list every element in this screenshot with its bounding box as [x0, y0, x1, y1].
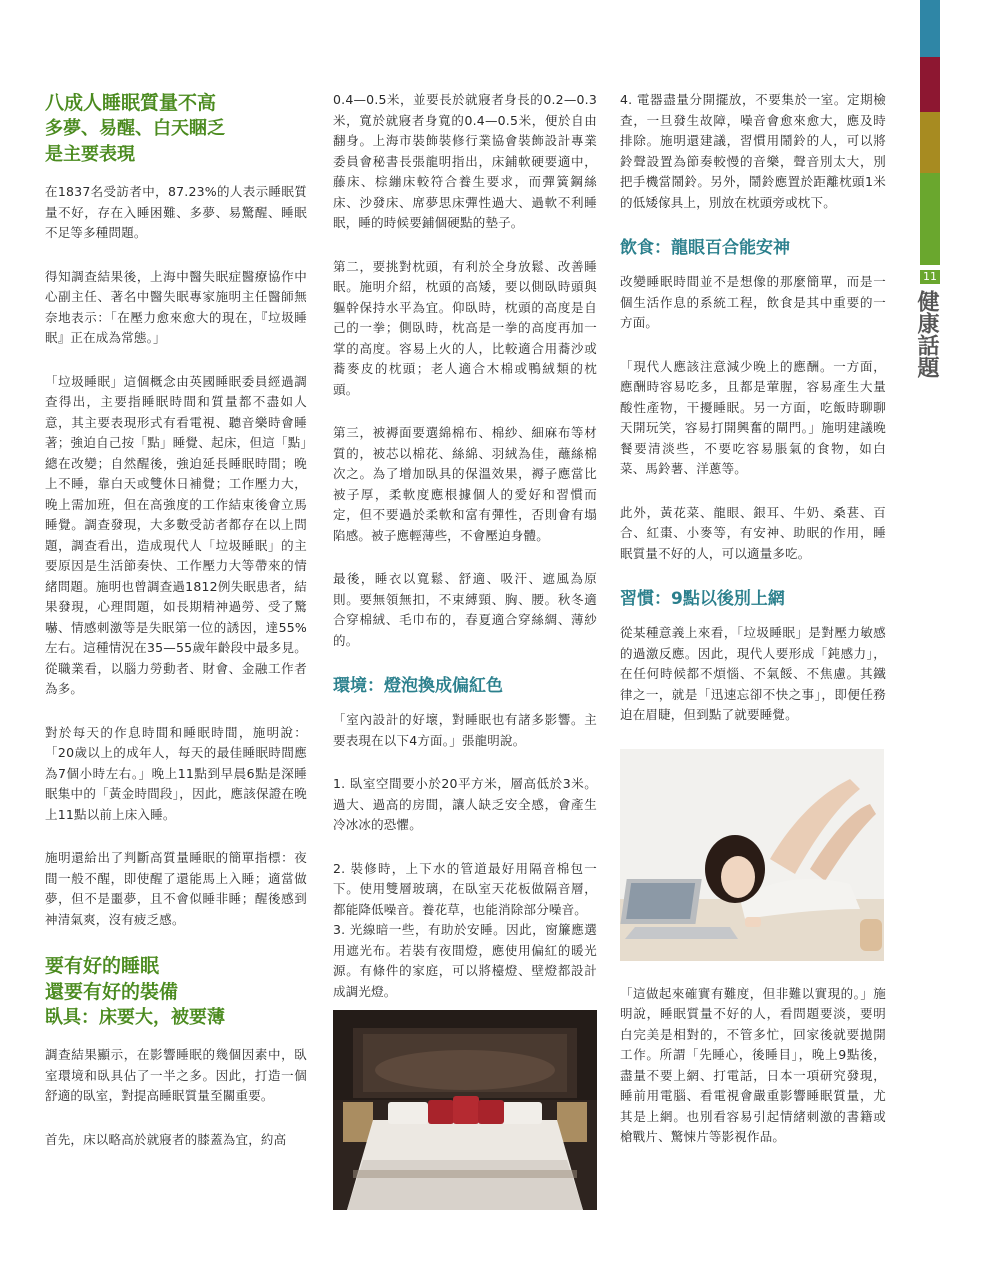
side-tab-gold	[920, 112, 940, 173]
bedroom-photo	[333, 1010, 597, 1210]
side-tab-red	[920, 57, 940, 112]
subheading-bedding: 臥具：床要大，被要薄	[45, 1007, 225, 1028]
heading-good-equipment-1: 要有好的睡眠	[45, 955, 160, 977]
heading-environment: 環境：燈泡換成偏紅色	[333, 676, 503, 696]
paragraph: 對於每天的作息時間和睡眠時間，施明說：「20歲以上的成年人，每天的最佳睡眠時間應為7個小時左右。」晚上11點到早晨6點是深睡眠集中的「黃金時間段」，因此，應該保證在晚上11點以前上床入睡。	[45, 724, 307, 822]
woman-laptop-photo	[620, 749, 884, 961]
heading-habits: 習慣：9點以後別上網	[620, 589, 785, 609]
paragraph: 「垃圾睡眠」這個概念由英國睡眠委員經過調查得出，主要指睡眠時間和質量都不盡如人意，其主要表現形式有看電視、聽音樂時會睡著；強迫自己按「點」睡覺、起床，但這「點」總在改變；自然醒後，強迫延長睡眠時間；晚上不睡，靠白天或雙休日補覺；工作壓力大，晚上需加班，但在高強度的工作結束後會立馬睡覺。調查發現，大多數受訪者都存在以上問題，調查看出，造成現代人「垃圾睡眠」的主要原因是生活節奏快、工作壓力大等帶來的情緒問題。施明也曾調查過1812例失眠患者，結果發現，心理問題，如長期精神過勞、受了驚嚇、情感刺激等是失眠第一位的誘因，達55%左右。這種情況在35—55歲年齡段中最多見。從職業看，以腦力勞動者、財會、金融工作者為多。	[45, 373, 307, 696]
paragraph: 2. 裝修時，上下水的管道最好用隔音棉包一下。使用雙層玻璃，在臥室天花板做隔音層，都能降低噪音。養花草，也能消除部分噪音。 3. 光線暗一些，有助於安睡。因此，窗簾應選用遮光布。若裝有夜間燈，應使用偏紅的暖光源。有條件的家庭，可以將檯燈、壁燈都設計成調光燈。	[333, 860, 597, 999]
paragraph: 0.4—0.5米，並要長於就寢者身長的0.2—0.3米，寬於就寢者身寬的0.4—0.5米，便於自由翻身。上海市裝飾裝修行業協會裝飾設計專業委員會秘書長張龍明指出，床鋪軟硬要適中，藤床、棕繃床較符合養生要求，而彈簧鋼絲床、沙發床、席夢思床彈性過大、過軟不利睡眠，睡的時候要鋪個硬點的墊子。	[333, 92, 597, 230]
heading-good-equipment-2: 還要有好的裝備	[45, 981, 179, 1003]
paragraph: 在1837名受訪者中，87.23%的人表示睡眠質量不好，存在入睡困難、多夢、易驚醒、睡眠不足等多種問題。	[45, 184, 307, 240]
paragraph: 「室內設計的好壞，對睡眠也有諸多影響。主要表現在以下4方面。」張龍明說。	[333, 712, 597, 748]
bed-illustration	[333, 1010, 597, 1210]
paragraph: 最後，睡衣以寬鬆、舒適、吸汗、遮風為原則。要無領無扣，不束縛頸、胸、腰。秋冬適合穿棉絨、毛巾布的，春夏適合穿絲綢、薄紗的。	[333, 571, 597, 648]
column-1	[45, 90, 307, 1173]
paragraph: 首先，床以略高於就寢者的膝蓋為宜，約高	[45, 1131, 287, 1147]
paragraph: 第三，被褥面要選綿棉布、棉紗、細麻布等材質的，被芯以棉花、絲綿、羽絨為佳，蘸絲棉次之。為了增加臥具的保溫效果，褥子應當比被子厚，柔軟度應根據個人的愛好和習慣而定，但不要過於柔軟和富有彈性，否則會有塌陷感。被子應輕薄些，不會壓迫身體。	[333, 425, 597, 543]
paragraph: 從某種意義上來看，「垃圾睡眠」是對壓力敏感的過激反應。因此，現代人要形成「鈍感力」，在任何時候都不煩惱、不氣餒、不焦慮。其鐵律之一，就是「迅速忘卻不快之事」，即便任務迫在眉睫，但到點了就要睡覺。	[620, 625, 886, 722]
paragraph: 此外，黃花菜、龍眼、銀耳、牛奶、桑葚、百合、紅棗、小麥等，有安神、助眠的作用，睡眠質量不好的人，可以適量多吃。	[620, 504, 886, 561]
paragraph: 1. 臥室空間要小於20平方米，層高低於3米。過大、過高的房間，讓人缺乏安全感，會產生冷冰冰的恐懼。	[333, 776, 597, 832]
paragraph: 「現代人應該注意減少晚上的應酬。一方面，應酬時容易吃多，且都是葷腥，容易產生大量酸性產物，干擾睡眠。另一方面，吃飯時聊聊天開玩笑，容易打開興奮的閘門。」施明建議晚餐要清淡些，不要吃容易脹氣的食物，如白菜、馬鈴薯、洋蔥等。	[620, 358, 886, 476]
column-3	[620, 90, 886, 1171]
subheading-symptoms-2: 是主要表現	[45, 144, 135, 165]
section-title: 健康話題	[914, 290, 940, 378]
paragraph: 第二，要挑對枕頭，有利於全身放鬆、改善睡眠。施明介紹，枕頭的高矮，要以側臥時頭與軀幹保持水平為宜。仰臥時，枕頭的高度是自己的一拳；側臥時，枕高是一拳的高度再加一掌的高度。容易上火的人，比較適合用蕎沙或蕎麥皮的枕頭；老人適合木棉或鴨絨類的枕頭。	[333, 258, 597, 397]
paragraph: 「這做起來確實有難度，但非難以實現的。」施明說，睡眠質量不好的人，看問題要淡，要明白完美是相對的，不管多忙，回家後就要拋開工作。所謂「先睡心，後睡目」，晚上9點後，盡量不要上網、打電話，日本一項研究發現，睡前用電腦、看電視會嚴重影響睡眠質量，尤其是上網。也別看容易引起情緒刺激的書籍或槍戰片、驚悚片等影視作品。	[620, 985, 886, 1144]
woman-laptop-illustration	[620, 749, 884, 961]
subheading-symptoms-1: 多夢、易醒、白天睏乏	[45, 118, 225, 139]
heading-sleep-quality: 八成人睡眠質量不高	[45, 92, 217, 114]
paragraph: 改變睡眠時間並不是想像的那麼簡單，而是一個生活作息的系統工程，飲食是其中重要的一方面。	[620, 274, 886, 330]
paragraph: 4. 電器盡量分開擺放，不要集於一室。定期檢查，一旦發生故障，噪音會愈來愈大，應及時排除。施明還建議，習慣用鬧鈴的人，可以將鈴聲設置為節奏較慢的音樂，聲音別太大，別把手機當鬧鈴。另外，鬧鈴應置於距離枕頭1米的低矮傢具上，別放在枕頭旁或枕下。	[620, 92, 886, 210]
heading-diet: 飲食：龍眼百合能安神	[620, 238, 790, 258]
paragraph: 施明還給出了判斷高質量睡眠的簡單指標：夜間一般不醒，即使醒了還能馬上入睡；適當做夢，但不是噩夢，且不會似睡非睡；醒後感到神清氣爽，沒有疲乏感。	[45, 850, 307, 927]
paragraph: 得知調查結果後，上海中醫失眠症醫療協作中心副主任、著名中醫失眠專家施明主任醫師無奈地表示：「在壓力愈來愈大的現在，『垃圾睡眠』正在成為常態。」	[45, 268, 307, 345]
page-number: 11	[920, 270, 940, 284]
side-tab-green	[920, 173, 940, 265]
column-2	[333, 90, 597, 1210]
side-tab-teal	[920, 0, 940, 57]
paragraph: 調查結果顯示，在影響睡眠的幾個因素中，臥室環境和臥具佔了一半之多。因此，打造一個舒適的臥室，對提高睡眠質量至關重要。	[45, 1047, 307, 1103]
